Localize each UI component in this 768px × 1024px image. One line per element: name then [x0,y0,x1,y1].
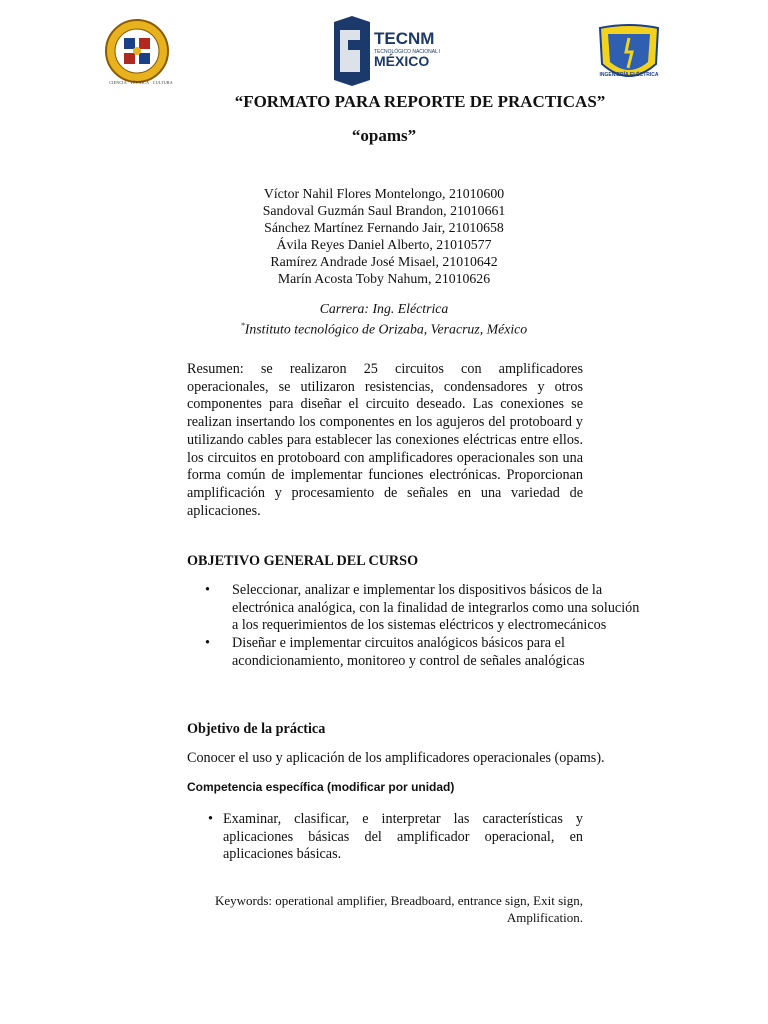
authors-list [0,185,768,287]
tecnm-name: TECNM [374,29,435,48]
bullet-icon: • [205,635,210,652]
institution-seal-logo [104,18,170,84]
competence-heading: Competencia específica (modificar por unidad) [187,780,455,794]
institute-line [0,317,768,338]
objectives-list [205,582,645,671]
report-subtitle: “opams” [351,126,417,145]
shield-caption: INGENIERÍA ELÉCTRICA [599,72,659,78]
author-line: Marín Acosta Toby Nahum, 21010626 [277,271,491,286]
institute: Instituto tecnológico de Orizaba, Veracruz, México [244,321,528,337]
affiliation [0,300,768,338]
tecnm-logo [330,16,440,86]
competence-text: Examinar, clasificar, e interpretar las características y aplicaciones básicas del amplificador operacional, en aplicaciones básicas. [223,811,583,863]
practice-heading: Objetivo de la práctica [187,721,326,737]
practice-text: Conocer el uso y aplicación de los amplificadores operacionales (opams). [187,750,605,766]
keywords: Keywords: operational amplifier, Breadboard, entrance sign, Exit sign, Amplification. [214,893,583,925]
bullet-icon: • [208,811,213,827]
author-line: Ramírez Andrade José Misael, 21010642 [270,254,498,269]
list-item [205,635,645,670]
author-line: Ávila Reyes Daniel Alberto, 21010577 [276,237,492,252]
report-title: “FORMATO PARA REPORTE DE PRACTICAS” [234,92,606,111]
tecnm-sub: TECNOLÓGICO NACIONAL DE [374,49,440,55]
objective-text: Diseñar e implementar circuitos analógicos básicos para el acondicionamiento, monitoreo y control de señales analógicas [232,635,585,669]
tecnm-country: MÉXICO [374,53,430,69]
abstract-paragraph: Resumen: se realizaron 25 circuitos con amplificadores operacionales, se utilizaron resistencias, condensadores y otros componentes para diseñar el circuito deseado. Las conexiones se realizan insertando los componentes en los agujeros del protoboard y utilizando cables para establecer las conexiones eléctricas entre ellos. los circuitos en protoboard con amplificadores operacionales son una forma común de implementar funciones electrónicas. Proporcionan amplificación y procesamiento de señales en una variedad de aplicaciones. [187,361,583,519]
author-line: Sánchez Martínez Fernando Jair, 21010658 [264,220,504,235]
institute-mark: * [240,321,245,330]
electrical-engineering-shield-logo [596,24,662,88]
competence-item [208,811,583,864]
list-item [205,582,645,635]
bullet-icon: • [205,582,210,598]
career: Carrera: Ing. Eléctrica [319,301,449,316]
author-line: Sandoval Guzmán Saul Brandon, 21010661 [262,203,506,218]
seal-caption: CIENCIA · TÉCNICA · CULTURA [109,80,173,85]
objective-text: Seleccionar, analizar e implementar los dispositivos básicos de la electrónica analógica, con la finalidad de integrarlos como una solución a los requerimientos de los sistemas eléctricos y electromecánicos [232,582,640,634]
objective-heading: OBJETIVO GENERAL DEL CURSO [187,553,419,569]
author-line: Víctor Nahil Flores Montelongo, 21010600 [263,186,505,201]
